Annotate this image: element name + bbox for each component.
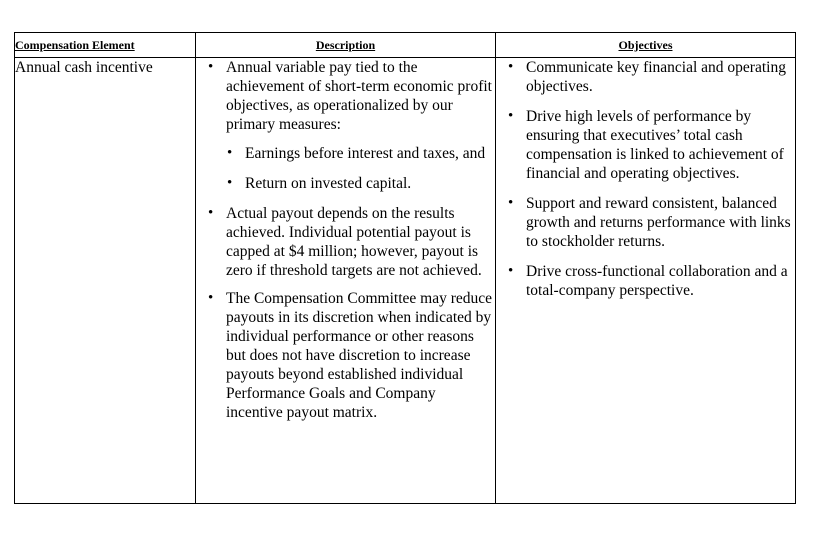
description-list — [196, 58, 495, 422]
objective-item: • Support and reward consistent, balanced growth and returns performance with links to stockholder returns. — [496, 194, 795, 251]
header-objectives: Objectives — [496, 33, 796, 58]
description-cell — [196, 58, 496, 504]
objectives-list — [496, 58, 795, 300]
description-text: Annual variable pay tied to the achievement of short-term economic profit objectives, as operationalized by our primary measures: — [226, 59, 492, 133]
measures-sublist — [226, 144, 495, 193]
header-compensation-element: Compensation Element — [15, 33, 196, 58]
description-item: • Actual payout depends on the results achieved. Individual potential payout is capped at $4 million; however, payout is zero if threshold targets are not achieved. — [196, 204, 495, 280]
header-description: Description — [196, 33, 496, 58]
compensation-table — [14, 32, 796, 504]
measure-item: • Earnings before interest and taxes, and — [226, 144, 495, 163]
description-item — [196, 58, 495, 193]
objective-item: • Drive cross-functional collaboration and a total-company perspective. — [496, 262, 795, 300]
element-cell: Annual cash incentive — [15, 58, 196, 504]
description-item: • The Compensation Committee may reduce payouts in its discretion when indicated by individual performance or other reasons but does not have discretion to increase payouts beyond established individual Performance Goals and Company incentive payout matrix. — [196, 289, 495, 422]
objective-item: • Drive high levels of performance by ensuring that executives’ total cash compensation is linked to achievement of financial and operating objectives. — [496, 107, 795, 183]
objective-item: • Communicate key financial and operating objectives. — [496, 58, 795, 96]
objectives-cell — [496, 58, 796, 504]
table-row — [15, 58, 796, 504]
header-row — [15, 33, 796, 58]
measure-item: • Return on invested capital. — [226, 174, 495, 193]
